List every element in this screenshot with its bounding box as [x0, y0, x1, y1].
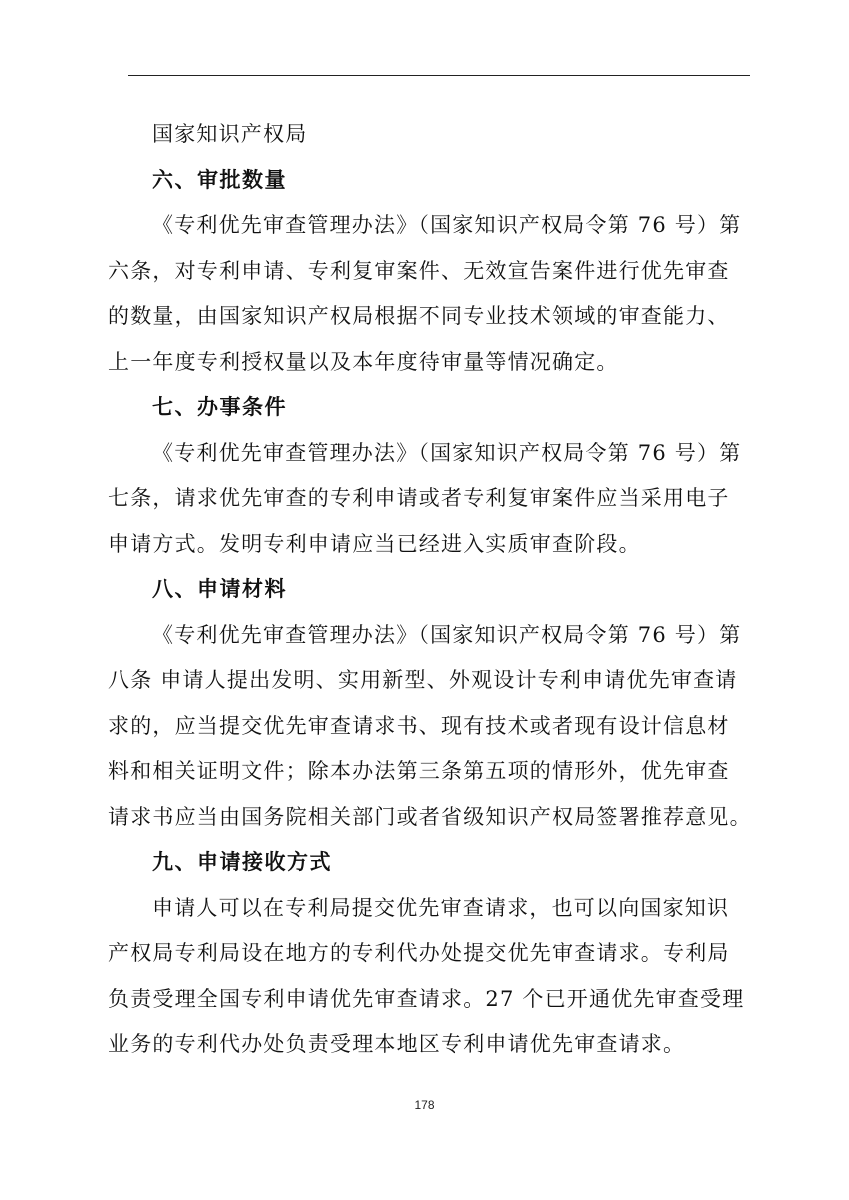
paragraph-line: 申请方式。发明专利申请应当已经进入实质审查阶段。 [108, 531, 641, 556]
paragraph-line: 八条 申请人提出发明、实用新型、外观设计专利申请优先审查请 [108, 668, 738, 692]
section-heading-9: 九、申请接收方式 [152, 850, 332, 874]
paragraph-line: 申请人可以在专利局提交优先审查请求，也可以向国家知识 [152, 895, 730, 920]
section-heading-7: 七、办事条件 [152, 395, 287, 419]
paragraph-line: 上一年度专利授权量以及本年度待审量等情况确定。 [108, 349, 619, 374]
document-body [108, 112, 768, 1068]
page-number: 178 [414, 1098, 435, 1112]
paragraph-line: 产权局专利局设在地方的专利代办处提交优先审查请求。专利局 [108, 941, 730, 965]
paragraph-line: 料和相关证明文件；除本办法第三条第五项的情形外，优先审查 [108, 759, 730, 783]
header-rule [128, 75, 750, 76]
paragraph-line: 《专利优先审查管理办法》（国家知识产权局令第 76 号）第 [152, 622, 742, 647]
section-heading-8: 八、申请材料 [152, 577, 287, 601]
paragraph-line: 七条，请求优先审查的专利申请或者专利复审案件应当采用电子 [108, 486, 730, 510]
paragraph-line: 六条，对专利申请、专利复审案件、无效宣告案件进行优先审查 [108, 258, 730, 283]
intro-line: 国家知识产权局 [152, 122, 308, 146]
paragraph-line: 负责受理全国专利申请优先审查请求。27 个已开通优先审查受理 [108, 986, 745, 1011]
paragraph-line: 求的，应当提交优先审查请求书、现有技术或者现有设计信息材 [108, 713, 730, 738]
paragraph-line: 请求书应当由国务院相关部门或者省级知识产权局签署推荐意见。 [108, 804, 752, 829]
paragraph-line: 《专利优先审查管理办法》（国家知识产权局令第 76 号）第 [152, 440, 742, 465]
paragraph-line: 业务的专利代办处负责受理本地区专利申请优先审查请求。 [108, 1032, 686, 1056]
section-heading-6: 六、审批数量 [152, 167, 287, 192]
paragraph-line: 《专利优先审查管理办法》（国家知识产权局令第 76 号）第 [152, 213, 742, 237]
paragraph-line: 的数量，由国家知识产权局根据不同专业技术领域的审查能力、 [108, 304, 730, 328]
